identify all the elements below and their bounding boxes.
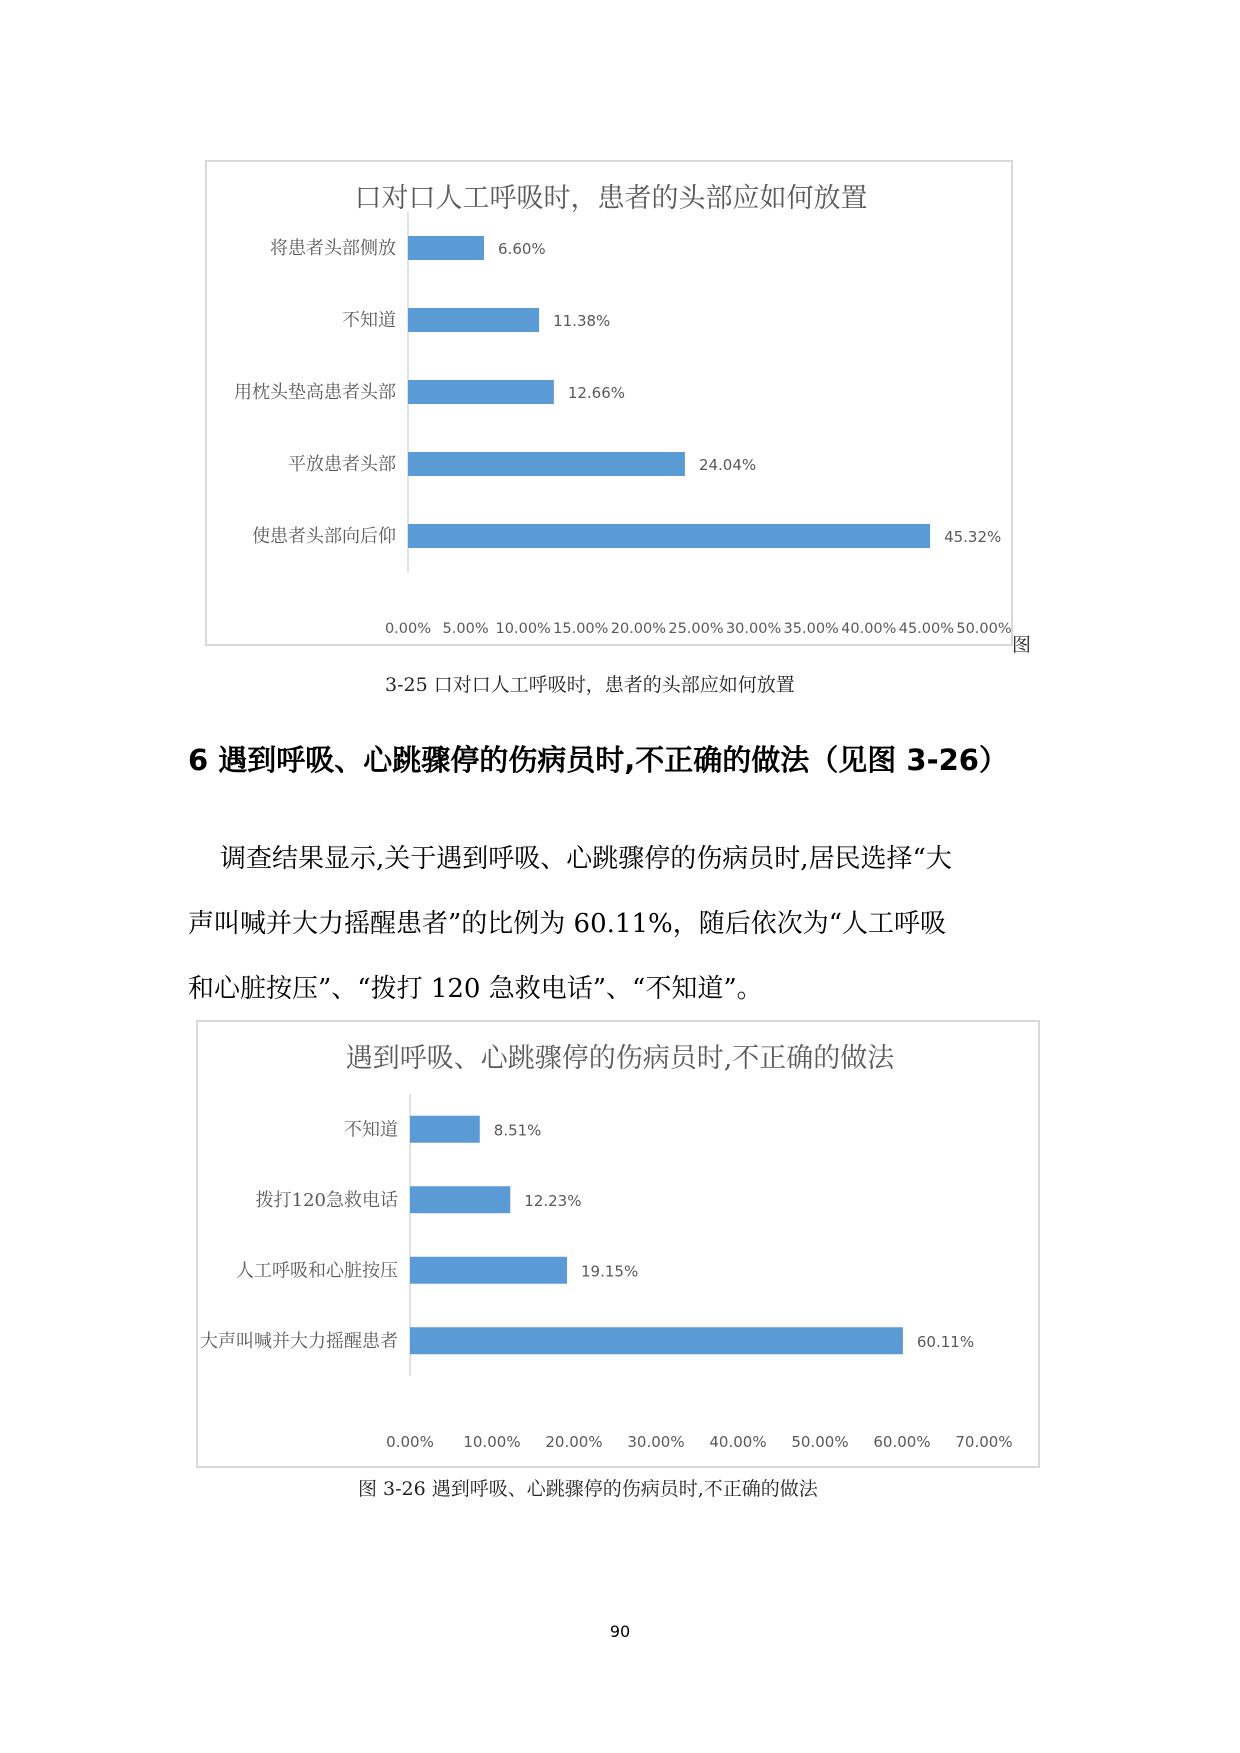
category-label-4: 平放患者头部 xyxy=(288,454,396,475)
chart-incorrect-practice xyxy=(196,1020,1040,1468)
x-tick-label-8: 35.00% xyxy=(783,621,839,637)
x-tick-label-4: 15.00% xyxy=(553,621,609,637)
chart-head-position-plot xyxy=(207,162,1015,648)
data-label-2: 12.23% xyxy=(524,1191,582,1210)
figure-label-fragment: 图 xyxy=(1012,634,1032,656)
paragraph-line-2: 声叫喊并大力摇醒患者”的比例为 60.11%，随后依次为“人工呼吸 xyxy=(188,909,946,939)
paragraph-line-3: 和心脏按压”、“拨打 120 急救电话”、“不知道”。 xyxy=(188,974,763,1004)
bar-3 xyxy=(408,380,554,404)
bar-2 xyxy=(408,308,539,332)
figure-caption-3-25: 3-25 口对口人工呼吸时，患者的头部应如何放置 xyxy=(385,674,795,696)
bar-4 xyxy=(408,452,685,476)
category-label-3: 人工呼吸和心脏按压 xyxy=(236,1260,398,1282)
x-tick-label-6: 50.00% xyxy=(791,1433,849,1451)
x-tick-label-2: 5.00% xyxy=(442,621,489,637)
data-label-1: 8.51% xyxy=(493,1121,542,1140)
paragraph-line-1: 调查结果显示,关于遇到呼吸、心跳骤停的伤病员时,居民选择“大 xyxy=(220,844,952,874)
category-label-5: 使患者头部向后仰 xyxy=(252,526,396,547)
page-number: 90 xyxy=(609,1622,631,1641)
x-tick-label-7: 60.00% xyxy=(873,1433,931,1451)
x-tick-label-3: 20.00% xyxy=(545,1433,603,1451)
x-tick-label-4: 30.00% xyxy=(627,1433,685,1451)
x-tick-label-6: 25.00% xyxy=(668,621,724,637)
data-label-4: 24.04% xyxy=(698,456,757,474)
data-label-3: 12.66% xyxy=(567,384,626,402)
x-tick-label-7: 30.00% xyxy=(725,621,782,637)
data-label-5: 45.32% xyxy=(944,528,1002,546)
chart-head-position xyxy=(205,160,1013,646)
bar-3 xyxy=(410,1257,567,1284)
data-label-1: 6.60% xyxy=(498,240,546,258)
x-tick-label-5: 40.00% xyxy=(709,1433,767,1451)
bar-2 xyxy=(410,1186,510,1213)
category-label-2: 不知道 xyxy=(342,310,396,331)
category-label-2: 拨打120急救电话 xyxy=(255,1189,398,1211)
x-tick-label-3: 10.00% xyxy=(495,621,551,637)
category-label-1: 将患者头部侧放 xyxy=(270,238,396,259)
x-tick-label-5: 20.00% xyxy=(610,621,667,637)
category-label-3: 用枕头垫高患者头部 xyxy=(234,382,396,403)
x-tick-label-8: 70.00% xyxy=(955,1433,1013,1451)
category-label-4: 大声叫喊并大力摇醒患者 xyxy=(200,1330,398,1352)
bar-1 xyxy=(408,236,484,260)
section-heading: 6 遇到呼吸、心跳骤停的伤病员时,不正确的做法（见图 3-26） xyxy=(188,743,1008,777)
chart-title: 遇到呼吸、心跳骤停的伤病员时,不正确的做法 xyxy=(345,1043,895,1074)
figure-caption-3-26: 图 3-26 遇到呼吸、心跳骤停的伤病员时,不正确的做法 xyxy=(358,1478,818,1500)
chart-title: 口对口人工呼吸时，患者的头部应如何放置 xyxy=(354,183,868,214)
bar-5 xyxy=(408,524,930,548)
bar-4 xyxy=(410,1327,903,1354)
bar-1 xyxy=(410,1116,480,1143)
x-tick-label-11: 50.00% xyxy=(956,621,1012,637)
x-tick-label-1: 0.00% xyxy=(386,1433,434,1451)
x-tick-label-1: 0.00% xyxy=(384,621,432,637)
x-tick-label-2: 10.00% xyxy=(463,1433,521,1451)
x-tick-label-9: 40.00% xyxy=(841,621,897,637)
x-tick-label-10: 45.00% xyxy=(898,621,955,637)
data-label-4: 60.11% xyxy=(916,1332,975,1351)
category-label-1: 不知道 xyxy=(344,1119,398,1141)
data-label-2: 11.38% xyxy=(553,312,611,330)
chart-incorrect-practice-plot xyxy=(198,1022,1042,1470)
data-label-3: 19.15% xyxy=(581,1262,639,1281)
